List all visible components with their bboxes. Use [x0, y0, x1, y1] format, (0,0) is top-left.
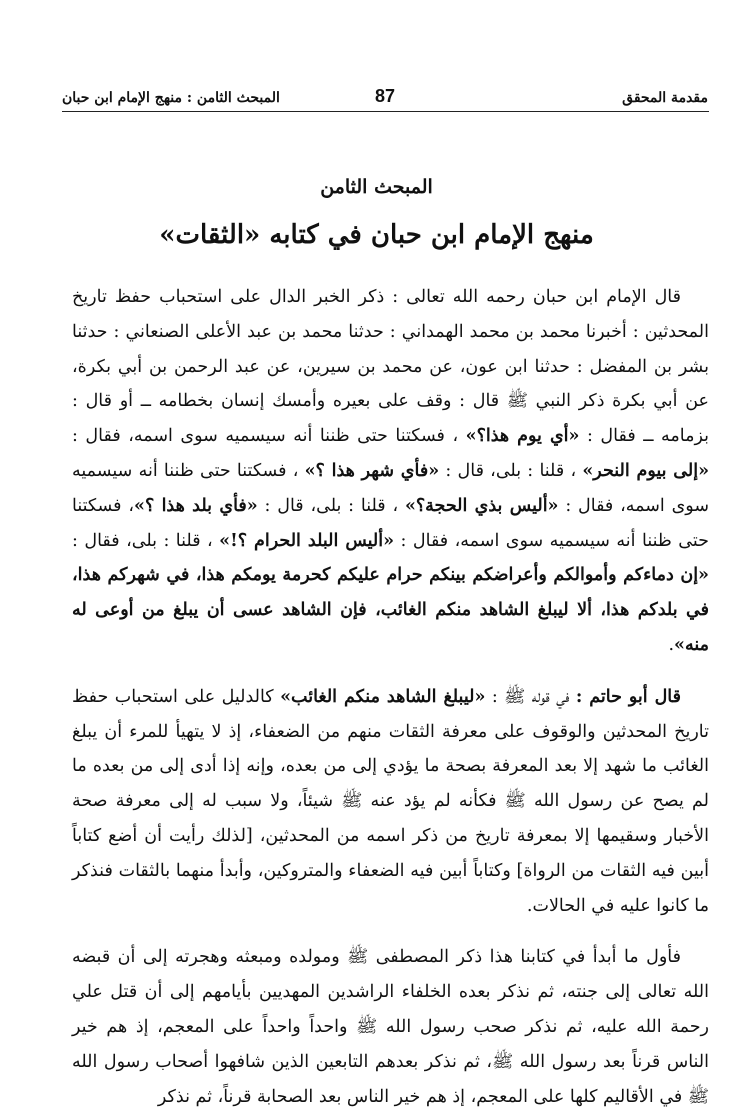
quote-run: «فأي شهر هذا ؟» [304, 460, 440, 481]
page-header [62, 86, 708, 112]
speaker-lead: قال أبو حاتم : [575, 686, 682, 707]
text-run: في قوله ﷺ : [485, 686, 576, 707]
body-text [72, 280, 709, 1114]
text-run: ، قلنا : بلى، قال : [257, 495, 405, 516]
paragraph-2 [72, 680, 709, 924]
quote-run: «أي يوم هذا؟» [465, 426, 580, 447]
header-rule [62, 111, 709, 112]
paragraph-3: فأول ما أبدأ في كتابنا هذا ذكر المصطفى ﷺ ومولده ومبعثه وهجرته إلى أن قبضه الله تعالى إلى جنته، ثم نذكر بعده الخلفاء الراشدين المهديين بأيامهم إلى أن قتل علي رحمة الله عليه، ثم نذكر صحب رسول الله ﷺ واحداً واحداً على المعجم، إذ هم خير الناس قرناً بعد رسول الله ﷺ، ثم نذكر بعدهم التابعين الذين شافهوا أصحاب رسول الله ﷺ في الأقاليم كلها على المعجم، إذ هم خير الناس بعد الصحابة قرناً، ثم نذكر [72, 947, 709, 1107]
text-run: ، فسكتنا حتى ظننا أنه سيسميه سوى اسمه، فقال : [72, 426, 466, 447]
quote-run: «أليس بذي الحجة؟» [404, 495, 559, 516]
text-run: ، فسكتنا حتى ظننا أنه سيسميه سوى اسمه، فقال : [72, 495, 709, 551]
text-run: ، قلنا : بلى، فقال : [72, 530, 220, 551]
text-run: . [668, 634, 675, 655]
page-number: 87 [374, 86, 396, 106]
running-head-section: مقدمة المحقق [622, 90, 708, 106]
quote-run: «إن دماءكم وأموالكم وأعراضكم بينكم حرام عليكم كحرمة يومكم هذا، في شهركم هذا، في بلدكم هذا، ألا ليبلغ الشاهد منكم الغائب، فإن الشاهد عسى أن يبلغ من أوعى له منه» [72, 565, 709, 655]
running-head-chapter: المبحث الثامن : منهج الإمام ابن حبان [62, 90, 280, 106]
quote-run: «أليس البلد الحرام ؟!» [219, 530, 395, 551]
text-run: ، قلنا : بلى، قال : [439, 460, 583, 481]
text-run: ، فسكتنا حتى ظننا أنه سيسميه سوى اسمه، فقال : [72, 460, 709, 516]
section-title: منهج الإمام ابن حبان في كتابه «الثقات» [159, 220, 594, 250]
paragraph-1 [72, 280, 709, 663]
quote-run: «إلى بيوم النحر» [582, 460, 710, 481]
text-run: كالدليل على استحباب حفظ تاريخ المحدثين والوقوف على معرفة الثقات منهم من الضعفاء، إذ لا يتهيأ للمرء أن يبلغ الغائب ما شهد إلا بعد المعرفة بصحة ما يؤدي إلى من بعده، وإنه إذا أدى إلى من بعده ما لم يصح عن رسول الله ﷺ فكأنه لم يؤد عنه ﷺ شيئاً، ولا سبب له إلى معرفة صحة الأخبار وسقيمها إلا بمعرفة تاريخ من ذكر اسمه من المحدثين، [لذلك رأيت أن أضع كتاباً أبين فيه الثقات من الرواة] وكتاباً أبين فيه الضعفاء والمتروكين، وأبدأ منهما بالثقات فنذكر ما كانوا عليه في الحالات. [72, 686, 709, 916]
quote-run: «فأي بلد هذا ؟» [134, 495, 258, 516]
text-run: قال الإمام ابن حبان رحمه الله تعالى : ذكر الخبر الدال على استحباب حفظ تاريخ المحدثين : أخبرنا محمد بن محمد الهمداني : حدثنا محمد بن عبد الأعلى الصنعاني : حدثنا بشر بن المفضل : حدثنا ابن عون، عن محمد بن سيرين، عن عبد الرحمن بن أبي بكرة، عن أبي بكرة ذكر النبي ﷺ قال : وقف على بعيره وأمسك إنسان بخطامه ــ أو قال : بزمامه ــ فقال : [72, 287, 709, 447]
quote-run: «ليبلغ الشاهد منكم الغائب» [280, 686, 486, 707]
section-heading: المبحث الثامن [320, 176, 433, 198]
